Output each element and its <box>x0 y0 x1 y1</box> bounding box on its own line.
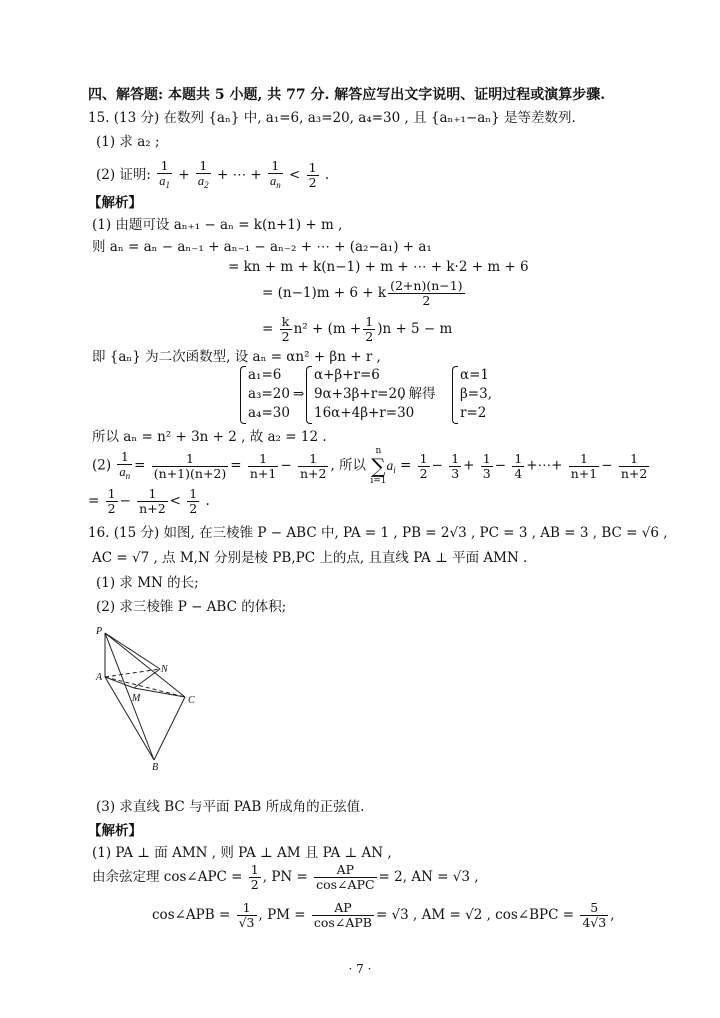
q15-sol-line2: 则 aₙ = aₙ − aₙ₋₁ + aₙ₋₁ − aₙ₋₂ + ⋯ + (a₂−a₁) + a₁ <box>92 239 432 255</box>
q15-line9-lt: < <box>169 493 181 509</box>
q16-stem-line2: AC = √7 , 点 M,N 分别是棱 PB,PC 上的点, 且直线 PA ⊥ 平面 AMN . <box>92 550 528 566</box>
q15-sol-line7: 所以 aₙ = n² + 3n + 2 , 故 a₂ = 12 . <box>92 429 327 445</box>
label-b: B <box>152 762 159 770</box>
q15-part2-end: . <box>324 167 330 183</box>
q15-line4-num: (2+n)(n−1) <box>390 278 463 293</box>
q15-sol-line4 <box>262 276 467 310</box>
q16-jiexi: 【解析】 <box>88 823 142 839</box>
label-a: A <box>96 672 103 683</box>
q16-sol-line1: (1) PA ⊥ 面 AMN , 则 PA ⊥ AM 且 PA ⊥ AN , <box>92 845 392 861</box>
sys-left-3: a₄=30 <box>248 405 290 421</box>
q15-line8-mid: , 所以 <box>330 457 367 474</box>
page-number: · 7 · <box>348 962 372 976</box>
q15-sol-line6: 即 {aₙ} 为二次函数型, 设 aₙ = αn² + βn + r , <box>92 349 381 365</box>
q15-line4-den: 2 <box>422 293 431 308</box>
sys-left-2: a₃=20 <box>248 386 290 402</box>
sys-left-1: a₁=6 <box>248 367 282 383</box>
sys-right-2: β=3, <box>460 386 492 402</box>
q16-line3-mid: , PM = <box>258 907 306 923</box>
q15-sol-line3: = kn + m + k(n−1) + m + ⋯ + k·2 + m + 6 <box>228 259 529 275</box>
q15-line9-end: . <box>205 493 210 509</box>
q16-part2: (2) 求三棱锥 P − ABC 的体积; <box>96 599 287 615</box>
q16-part1: (1) 求 MN 的长; <box>96 575 199 591</box>
sys-mid-3: 16α+4β+r=30 <box>314 405 415 421</box>
label-n: N <box>161 664 168 675</box>
q15-line5-right: )n + 5 − m <box>377 321 453 337</box>
q16-line2-mid: , PN = <box>262 869 308 885</box>
q15-part2: (2) 证明: $\frac{1}{a_1}$ + $\frac{1}{a_2}$ + ⋯ + $\frac{1}{a_n}$ < $\frac{1}{2}$ . <box>96 158 330 190</box>
q16-line2-end: = 2, AN = √3 , <box>378 869 479 885</box>
q15-sol-line5 <box>262 312 452 346</box>
q15-line4-left: = (n−1)m + 6 + k <box>262 285 387 301</box>
label-c: C <box>188 695 195 706</box>
q16-line3-end: = √3 , AM = √2 , cos∠BPC = <box>375 907 575 923</box>
sys-mid-2: 9α+3β+r=20 <box>314 386 406 402</box>
sys-mid-1: α+β+r=6 <box>314 367 380 383</box>
q16-line2-prefix: 由余弦定理 cos∠APC = <box>92 869 243 885</box>
q16-stem-line1: 16. (15 分) 如图, 在三棱锥 P − ABC 中, PA = 1 , PB = 2√3 , PC = 3 , AB = 3 , BC = √6 , <box>88 525 668 541</box>
q15-part1: (1) 求 a₂ ; <box>96 134 160 150</box>
q16-sol-line3: cos∠APB = $\frac{1}{√3}$ , PM = $\frac{AP}{\text{cos∠APB}}$ = √3 , AM = √2 , cos∠BPC = $\frac{5}{4√3}$ , <box>152 900 615 930</box>
label-m: M <box>132 693 141 704</box>
sys-arrow: ⇒ <box>293 386 305 402</box>
q15-sol-line9: = $\frac{1}{2}$ − $\frac{1}{n+2}$ < $\frac{1}{2}$ . <box>88 486 210 516</box>
q15-line5-num2: 1 <box>365 314 374 329</box>
sys-right-1: α=1 <box>460 367 490 383</box>
q15-line5-num: k <box>280 315 292 330</box>
q15-stem: 15. (13 分) 在数列 {aₙ} 中, a₁=6, a₃=20, a₄=30 , 且 {aₙ₊₁−aₙ} 是等差数列. <box>88 110 576 126</box>
q15-line5-den: 2 <box>281 329 290 344</box>
tetrahedron-figure <box>88 620 228 770</box>
q15-line5-left: = <box>262 321 274 337</box>
q16-part3: (3) 求直线 BC 与平面 PAB 所成角的正弦值. <box>96 799 365 815</box>
q16-line3-prefix: cos∠APB = <box>152 907 231 923</box>
q15-line8-prefix: (2) <box>92 457 112 474</box>
q16-sol-line2: 由余弦定理 cos∠APC = $\frac{1}{2}$ , PN = $\frac{AP}{\text{cos∠APC}}$ = 2, AN = √3 , <box>92 862 479 892</box>
q15-part2-label: (2) 证明: <box>96 167 151 183</box>
section-heading: 四、解答题: 本题共 5 小题, 共 77 分. 解答应写出文字说明、证明过程或演算步骤. <box>88 87 606 103</box>
q15-jiexi: 【解析】 <box>88 195 142 211</box>
q15-line5-den2: 2 <box>365 329 374 344</box>
q15-sol-line8: (2) $\frac{1}{a_n}$ = $\frac{1}{(n+1)(n+2)}$ = $\frac{1}{n+1}$ − $\frac{1}{n+2}$ , 所以 n ∑ $i=1a_i$ = $\frac{1}{2}$ − $\frac{1}{3}$ + $\frac{1}{3}$ − $\frac{1}{4}$ +⋯+ $\frac{1}{n+1}$ − $\frac{1}{n+2}$ <box>92 446 648 486</box>
q16-line3-tail: , <box>610 907 615 923</box>
sys-sep: , 解得 <box>400 386 436 402</box>
sys-right-3: r=2 <box>460 405 487 421</box>
q15-line5-mid: n² + (m + <box>293 321 362 337</box>
label-p: P <box>96 626 103 637</box>
q15-sol-line1: (1) 由题可设 aₙ₊₁ − aₙ = k(n+1) + m , <box>92 217 343 233</box>
